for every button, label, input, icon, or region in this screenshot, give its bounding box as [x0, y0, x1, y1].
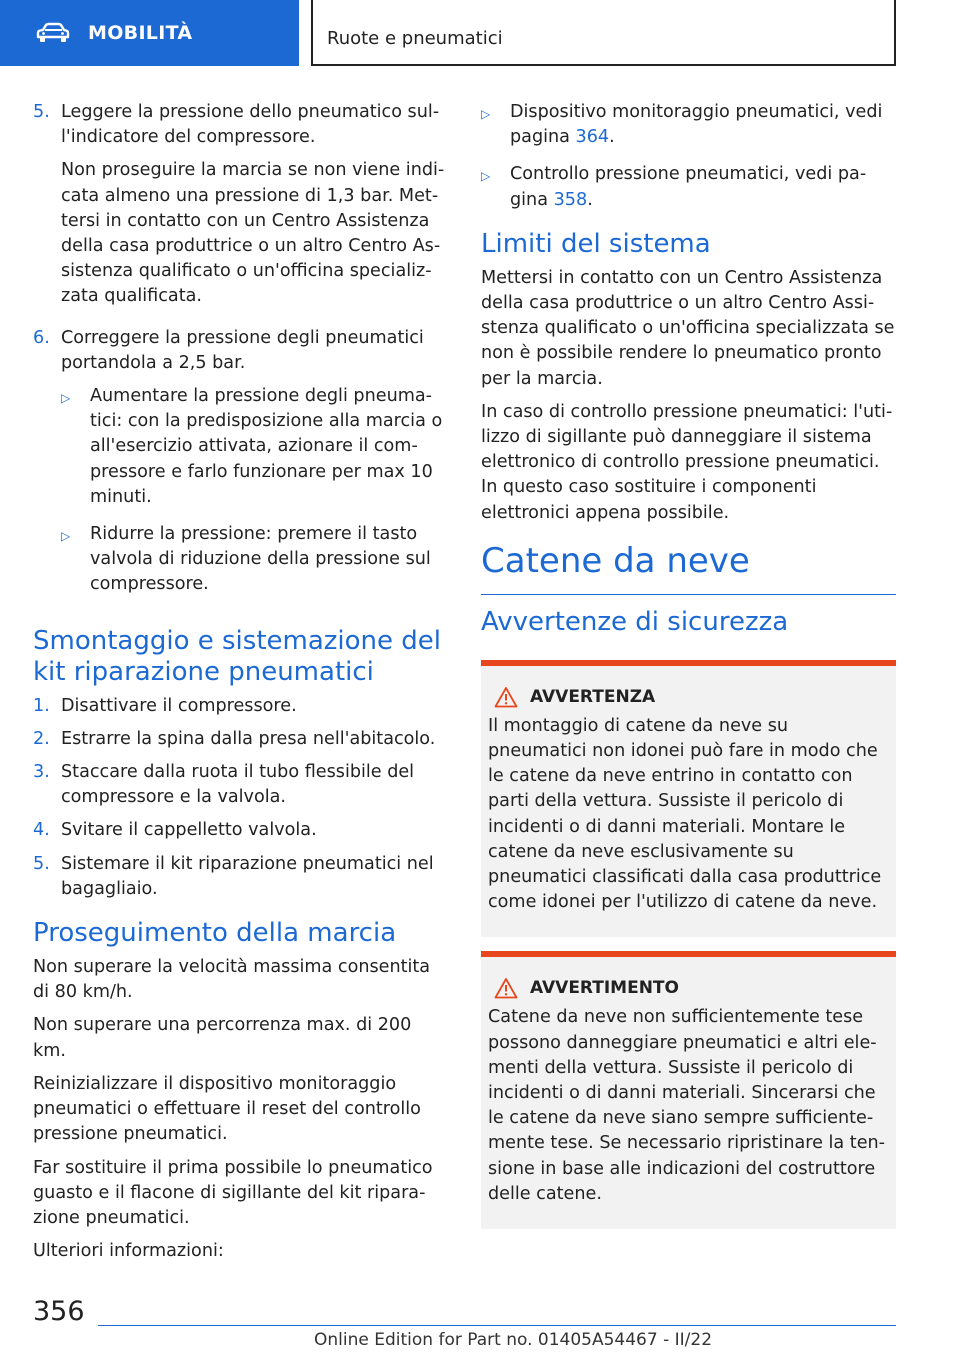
step-number: 4. — [33, 820, 50, 841]
left-column — [33, 100, 445, 1272]
edition-text: Online Edition for Part no. 01405A54467 - II/22 — [314, 1330, 713, 1350]
paragraph: Non superare una percorrenza max. di 200 km. — [33, 1015, 412, 1061]
list-item — [33, 818, 445, 843]
bullet-item — [61, 384, 445, 510]
triangle-bullet-icon: ▷ — [61, 391, 71, 406]
warning-label: AVVERTENZA — [530, 686, 656, 707]
reference-end: . — [609, 127, 615, 148]
heading-smontaggio: Smontaggio e sistemazione del kit riparazione pneumatici — [33, 625, 442, 687]
page-number: 356 — [33, 1296, 85, 1327]
heading-proseguimento: Proseguimento della marcia — [33, 918, 397, 949]
step-text: Svitare il cappelletto valvola. — [61, 820, 317, 841]
step-number: 1. — [33, 695, 50, 716]
warning-triangle-icon — [494, 977, 518, 999]
list-item — [33, 760, 445, 810]
warning-text: Catene da neve non sufficientemente tese possono danneggiare pneumatici e altri elementi della vettura. Sussiste il pericolo di incidenti o di danni materiali. Sincerarsi che le catene da neve siano sempre sufficientemente tese. Se necessario ripristinare la tensione in base alle indicazioni del costruttore delle catene. — [488, 1007, 886, 1204]
section-label: MOBILITÀ — [88, 22, 193, 44]
triangle-bullet-icon: ▷ — [61, 529, 71, 544]
paragraph: Ulteriori informazioni: — [33, 1241, 224, 1262]
paragraph: In caso di controllo pressione pneumatici: l'utilizzo di sigillante può danneggiare il sistema elettronico di controllo pressione pneumatici. In questo caso sostituire i componenti elettronici appena possibile. — [481, 401, 893, 523]
page-link[interactable]: 364 — [575, 127, 610, 148]
reference-item — [481, 162, 896, 212]
paragraph: Mettersi in contatto con un Centro Assistenza della casa produttrice o un altro Centro Assistenza qualificato o un'officina specializzata se non è possibile rendere lo pneumatico pronto per la marcia. — [481, 267, 895, 389]
list-item — [33, 852, 445, 902]
page-link[interactable]: 358 — [553, 189, 588, 210]
step-note: Non proseguire la marcia se non viene indicata almeno una pressione di 1,3 bar. Mettersi in contatto con un Centro Assistenza della casa produttrice o un altro Centro Assistenza qualificato o un'officina specializzata qualificata. — [61, 160, 445, 307]
bullet-text: Aumentare la pressione degli pneumatici: con la predisposizione alla marcia o all'esercizio attivata, azionare il compressore e farlo funzionare per max 10 minuti. — [90, 386, 443, 507]
heading-rule — [481, 594, 896, 595]
step-text: Correggere la pressione degli pneumatici portandola a 2,5 bar. — [61, 327, 424, 373]
step-number: 2. — [33, 728, 50, 749]
bullet-item — [61, 522, 445, 598]
warning-box — [481, 660, 896, 938]
step-text: Staccare dalla ruota il tubo flessibile del compressore e la valvola. — [61, 762, 415, 808]
reference-text: Controllo pressione pneumatici, vedi pagina — [510, 164, 867, 210]
triangle-bullet-icon: ▷ — [481, 169, 491, 184]
list-item — [33, 727, 445, 752]
step-text: Disattivare il compressore. — [61, 695, 297, 716]
step-number: 5. — [33, 102, 50, 122]
step-text: Estrarre la spina dalla presa nell'abitacolo. — [61, 728, 436, 749]
warning-text: Il montaggio di catene da neve su pneumatici non idonei può fare in modo che le catene da neve entrino in contatto con parti della vettura. Sussiste il pericolo di incidenti o di danni materiali. Montare le catene da neve esclusivamente su pneumatici classificati dalla casa produttrice come idonei per l'utilizzo di catene da neve. — [488, 715, 882, 913]
car-icon — [36, 22, 70, 44]
step-text: Leggere la pressione dello pneumatico sull'indicatore del compressore. — [61, 102, 440, 148]
paragraph: Far sostituire il prima possibile lo pneumatico guasto e il flacone di sigillante del kit riparazione pneumatici. — [33, 1157, 433, 1228]
paragraph: Non superare la velocità massima consentita di 80 km/h. — [33, 957, 431, 1003]
paragraph: Reinizializzare il dispositivo monitoraggio pneumatici o effettuare il reset del controllo pressione pneumatici. — [33, 1073, 421, 1145]
list-item — [33, 694, 445, 719]
bullet-text: Ridurre la pressione: premere il tasto valvola di riduzione della pressione sul compressore. — [90, 524, 431, 595]
heading-limiti: Limiti del sistema — [481, 228, 711, 259]
chapter-title: Ruote e pneumatici — [327, 28, 503, 49]
reference-item — [481, 100, 896, 150]
step-number: 3. — [33, 762, 50, 783]
reference-end: . — [587, 189, 593, 210]
triangle-bullet-icon: ▷ — [481, 107, 491, 121]
step-item — [33, 326, 445, 610]
step-text: Sistemare il kit riparazione pneumatici nel bagagliaio. — [61, 853, 434, 899]
heading-avvertenze: Avvertenze di sicurezza — [481, 606, 789, 637]
section-tab — [0, 0, 299, 66]
right-column — [481, 100, 896, 1243]
heading-catene: Catene da neve — [481, 540, 750, 581]
footer-rule — [98, 1325, 896, 1326]
chapter-header — [311, 0, 896, 66]
warning-triangle-icon — [494, 686, 518, 708]
step-item — [33, 100, 445, 318]
warning-box — [481, 951, 896, 1229]
step-number: 5. — [33, 853, 50, 874]
step-number: 6. — [33, 327, 50, 348]
reference-text: Dispositivo monitoraggio pneumatici, vedi pagina — [510, 102, 883, 148]
warning-label: AVVERTIMENTO — [530, 978, 679, 999]
